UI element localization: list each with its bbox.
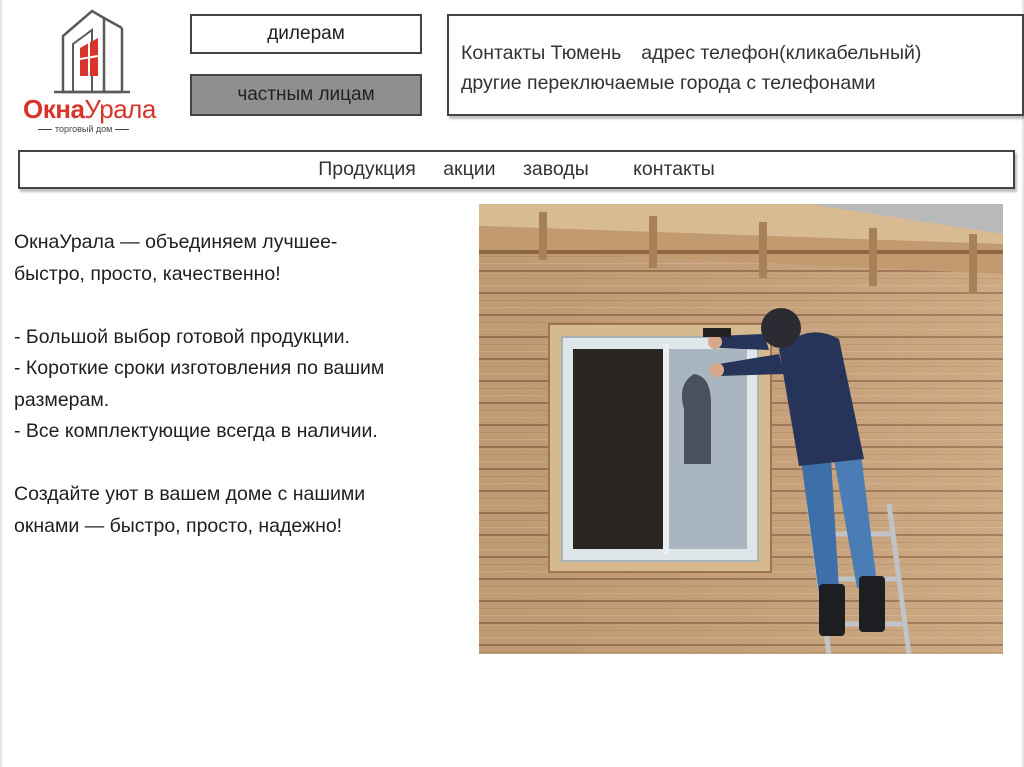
benefit-item: - Короткие сроки изготовления по вашим: [14, 357, 385, 379]
contacts-other-cities[interactable]: другие переключаемые города с телефонами: [461, 72, 876, 94]
main-nav: [18, 150, 1015, 189]
photo-illustration: [479, 204, 1003, 654]
benefit-item: - Большой выбор готовой продукции.: [14, 325, 350, 348]
window-installation-photo: [479, 204, 1003, 654]
nav-item-promotions[interactable]: акции: [443, 158, 496, 180]
intro-text: [14, 227, 474, 542]
nav-item-contacts[interactable]: контакты: [633, 158, 715, 180]
logo-wordmark: [23, 94, 156, 125]
page-frame-left: [0, 0, 2, 767]
logo-tagline-text: торговый дом: [55, 124, 113, 134]
contacts-panel: [447, 14, 1024, 116]
contacts-line-1: [461, 38, 1022, 68]
benefit-item: размерам.: [14, 388, 110, 411]
intro-line: ОкнаУрала — объединяем лучшее-: [14, 231, 338, 253]
logo-brand-part2: Урала: [84, 94, 156, 124]
dealers-button[interactable]: дилерам: [190, 14, 422, 54]
logo-brand-part1: Окна: [23, 94, 85, 124]
contacts-address-phone[interactable]: адрес телефон(кликабельный): [641, 42, 922, 64]
logo[interactable]: [18, 6, 168, 141]
building-window-icon: [18, 6, 168, 96]
intro-line: быстро, просто, качественно!: [14, 262, 281, 285]
contacts-city[interactable]: Контакты Тюмень: [461, 42, 622, 64]
logo-tagline: [35, 124, 132, 134]
benefit-item: - Все комплектующие всегда в наличии.: [14, 420, 378, 442]
private-customers-button[interactable]: частным лицам: [190, 74, 422, 116]
closing-line: окнами — быстро, просто, надежно!: [14, 514, 343, 537]
nav-item-products[interactable]: Продукция: [318, 158, 416, 180]
nav-item-factories[interactable]: заводы: [522, 158, 589, 180]
closing-line: Создайте уют в вашем доме с нашими: [14, 483, 366, 505]
